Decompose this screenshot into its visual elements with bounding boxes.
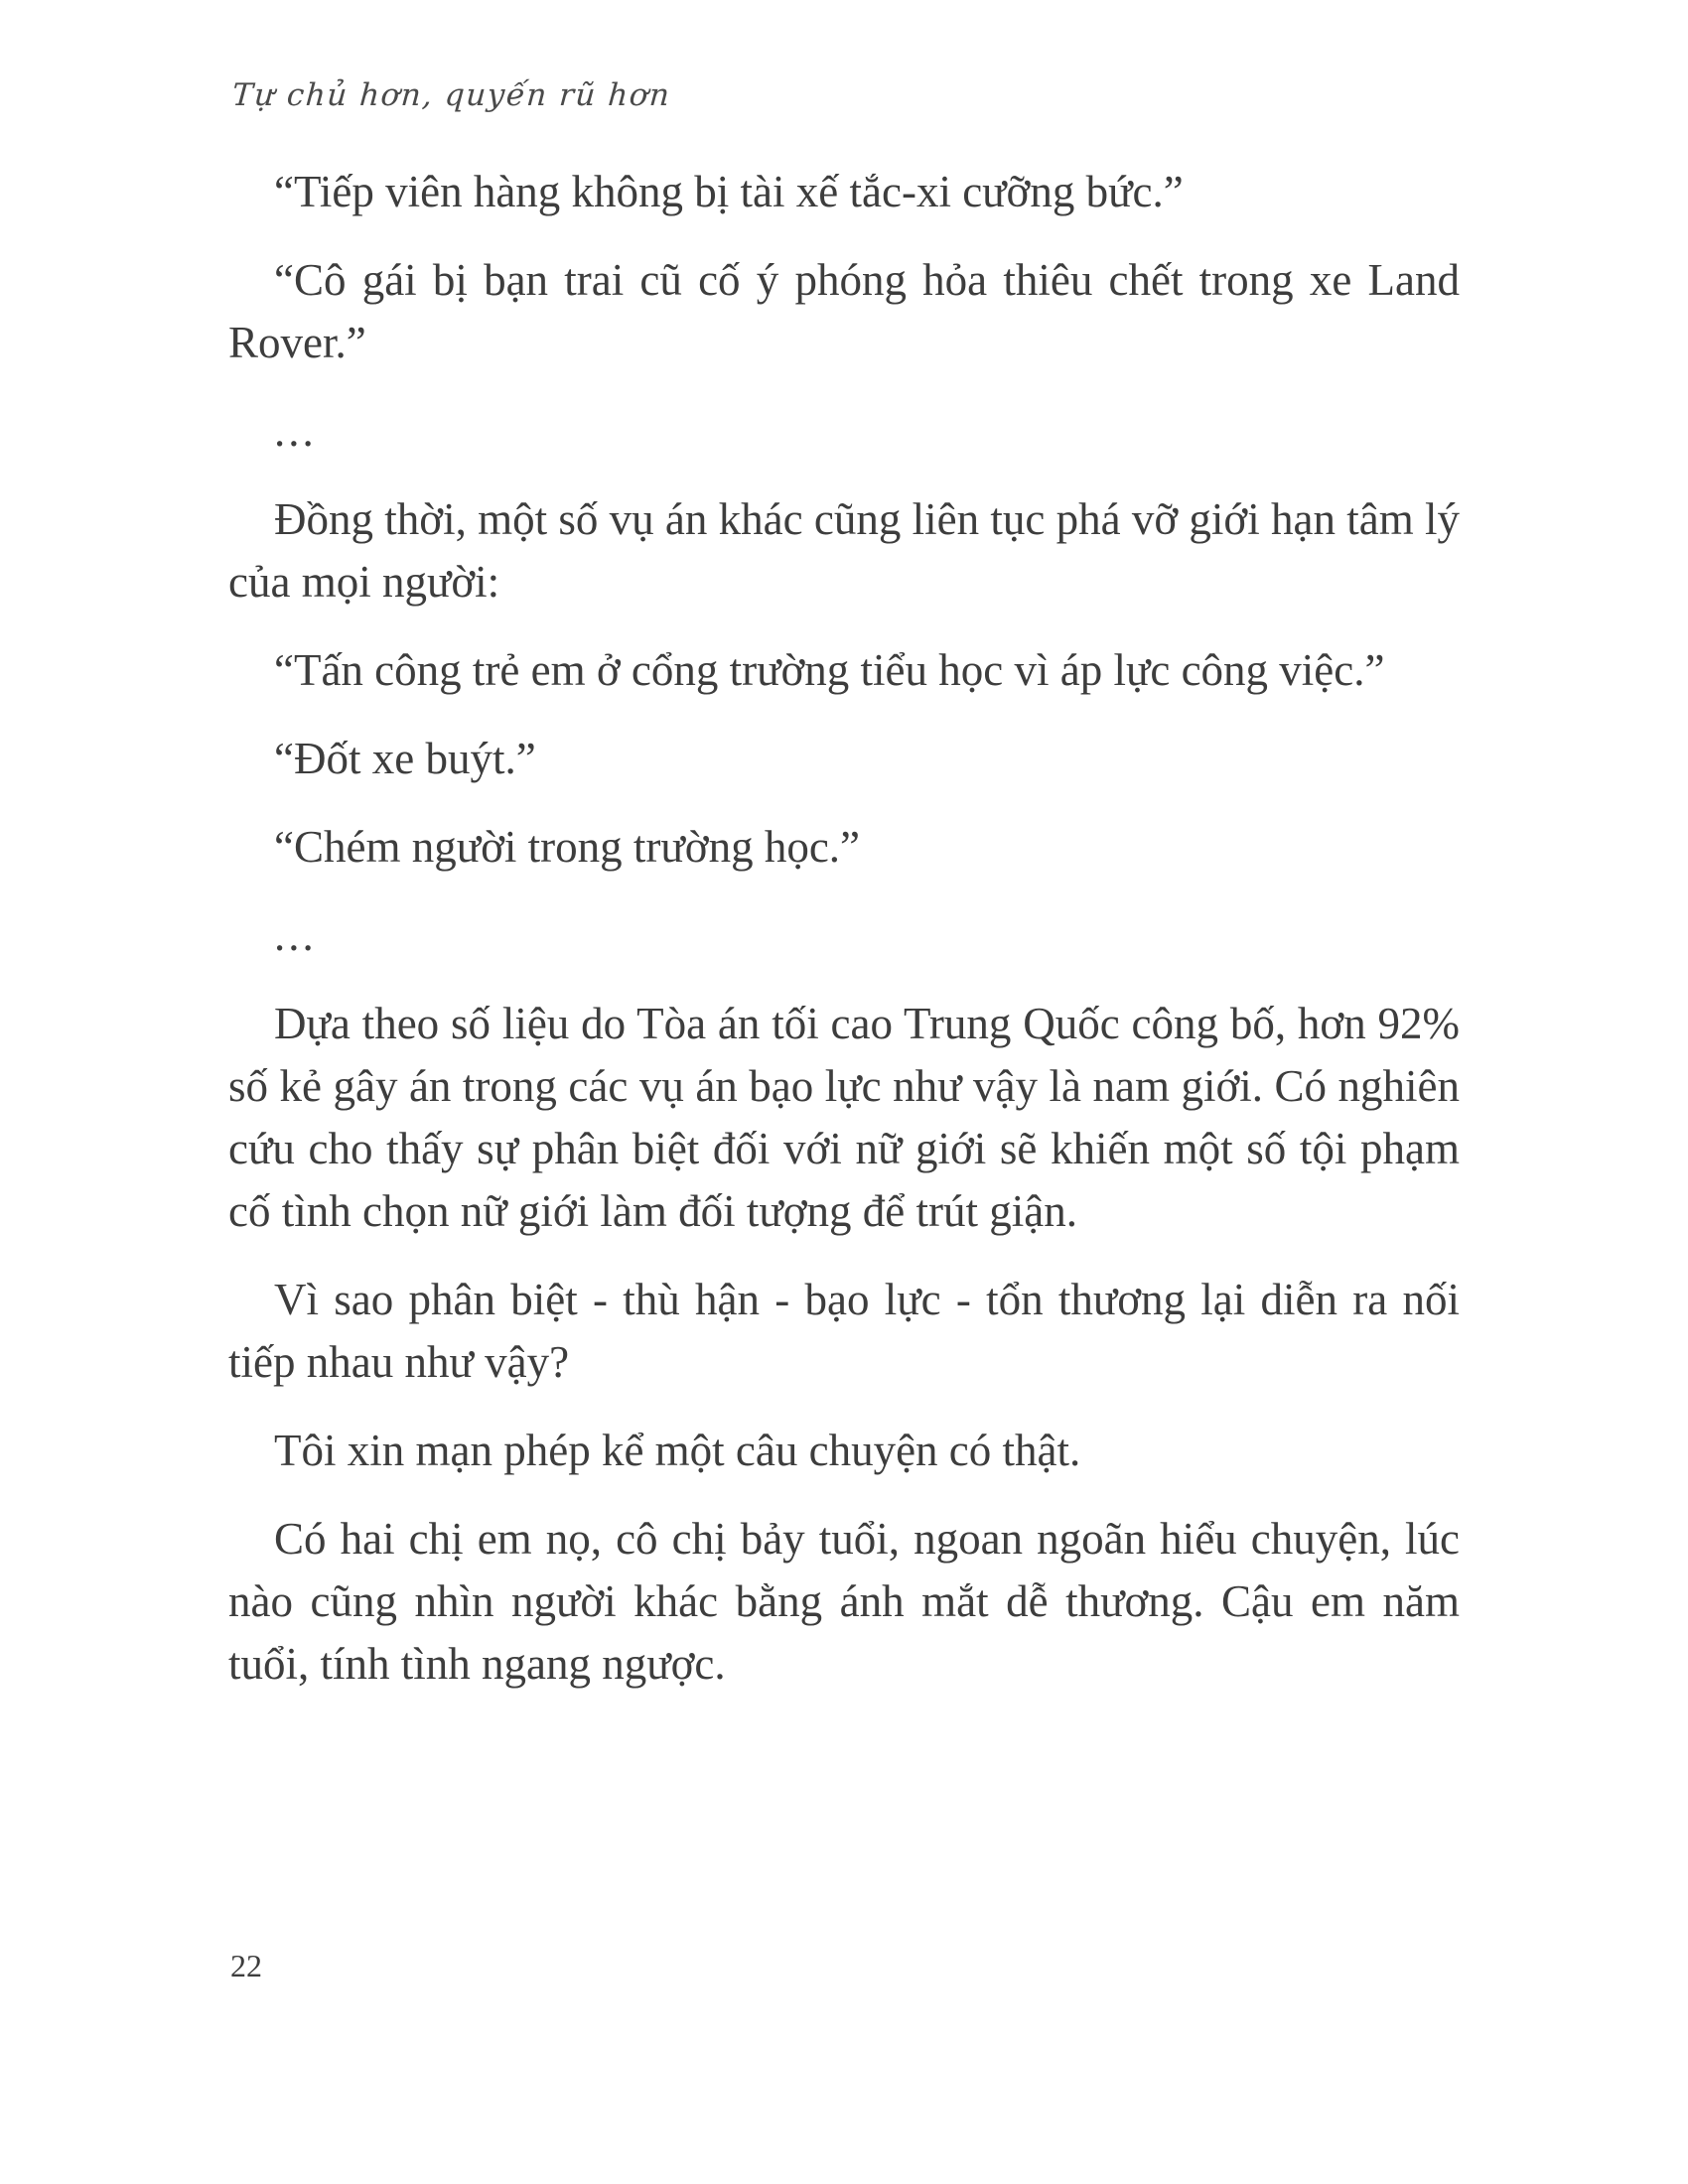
paragraph-ellipsis: ... — [274, 406, 317, 456]
paragraph-quote: “Tiếp viên hàng không bị tài xế tắc-xi cưỡng bức.” — [274, 167, 1184, 216]
paragraph: Tôi xin mạn phép kể một câu chuyện có thật. — [274, 1426, 1081, 1475]
paragraph-ellipsis: ... — [274, 910, 317, 960]
paragraph: Dựa theo số liệu do Tòa án tối cao Trung Quốc công bố, hơn 92% số kẻ gây án trong các vụ án bạo lực như vậy là nam giới. Có nghiên cứu cho thấy sự phân biệt đối với nữ giới sẽ khiến một số tội phạm cố tình chọn nữ giới làm đối tượng để trút giận. — [228, 999, 1460, 1236]
paragraph-quote: “Chém người trong trường học.” — [274, 822, 861, 872]
paragraph-quote: “Đốt xe buýt.” — [274, 734, 536, 783]
paragraph: Đồng thời, một số vụ án khác cũng liên tục phá vỡ giới hạn tâm lý của mọi người: — [228, 494, 1460, 607]
paragraph: Vì sao phân biệt - thù hận - bạo lực - tổn thương lại diễn ra nối tiếp nhau như vậy? — [228, 1275, 1460, 1387]
paragraph-quote: “Tấn công trẻ em ở cổng trường tiểu học vì áp lực công việc.” — [274, 645, 1385, 695]
body-text — [228, 161, 1460, 1721]
paragraph: Có hai chị em nọ, cô chị bảy tuổi, ngoan ngoãn hiểu chuyện, lúc nào cũng nhìn người khác bằng ánh mắt dễ thương. Cậu em năm tuổi, tính tình ngang ngược. — [228, 1514, 1460, 1689]
paragraph-quote: “Cô gái bị bạn trai cũ cố ý phóng hỏa thiêu chết trong xe Land Rover.” — [228, 255, 1460, 367]
running-header: Tự chủ hơn, quyến rũ hơn — [230, 77, 672, 113]
page-number: 22 — [230, 1948, 262, 1983]
